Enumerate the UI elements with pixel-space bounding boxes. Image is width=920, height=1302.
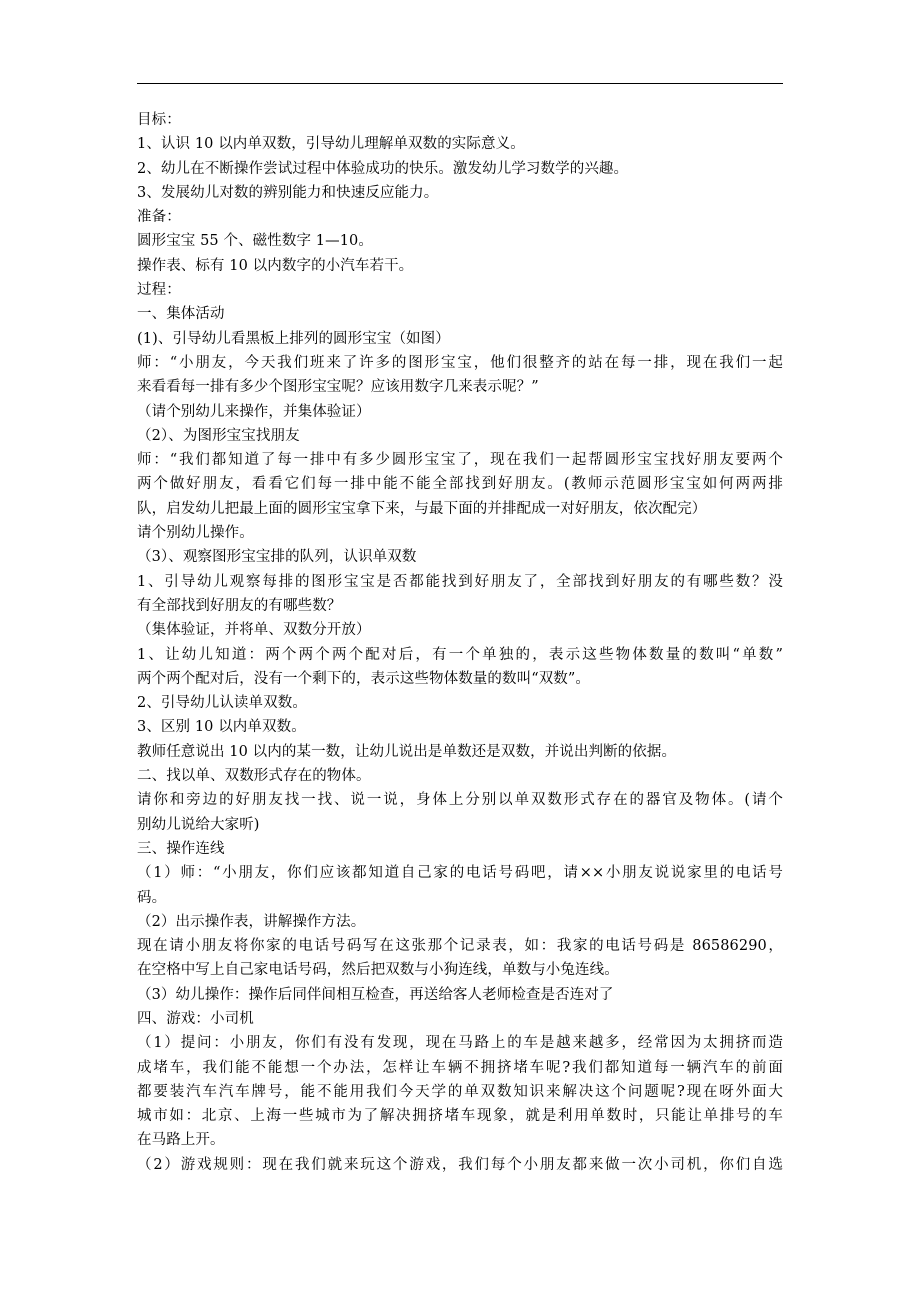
text-line: （1）师：“小朋友，你们应该都知道自己家的电话号码吧，请××小朋友说说家里的电话号 bbox=[137, 865, 783, 882]
text-line: 1、让幼儿知道：两个两个两个配对后，有一个单独的，表示这些物体数量的数叫“单数” bbox=[137, 646, 783, 663]
text-line: 队，启发幼儿把最上面的圆形宝宝拿下来，与最下面的并排配成一对好朋友，依次配完） bbox=[137, 500, 707, 517]
text-line: 2、引导幼儿认读单双数。 bbox=[137, 695, 307, 712]
text-line: 1、引导幼儿观察每排的图形宝宝是否都能找到好朋友了，全部找到好朋友的有哪些数？没 bbox=[137, 573, 783, 590]
text-line: 现在请小朋友将你家的电话号码写在这张那个记录表，如：我家的电话号码是 86586290， bbox=[137, 938, 783, 955]
text-line: 都要装汽车汽车牌号，能不能用我们今天学的单双数知识来解决这个问题呢?现在呀外面大 bbox=[137, 1083, 783, 1100]
text-line: 师：“我们都知道了每一排中有多少圆形宝宝了，现在我们一起帮圆形宝宝找好朋友要两个 bbox=[137, 452, 783, 469]
text-line: 成堵车，我们能不能想一个办法，怎样让车辆不拥挤堵车呢?我们都知道每一辆汽车的前面 bbox=[137, 1059, 783, 1076]
document-body bbox=[137, 108, 787, 1177]
text-line: 码。 bbox=[137, 889, 167, 906]
text-line: （1）提问：小朋友，你们有没有发现，现在马路上的车是越来越多，经常因为太拥挤而造 bbox=[137, 1035, 783, 1052]
text-line: 目标： bbox=[137, 112, 181, 128]
text-line: 圆形宝宝 55 个、磁性数字 1—10。 bbox=[137, 233, 373, 250]
text-line: 准备： bbox=[137, 209, 181, 226]
text-line: 两个两个配对后，没有一个剩下的，表示这些物体数量的数叫“双数”。 bbox=[137, 670, 591, 687]
text-line: 在空格中写上自己家电话号码，然后把双数与小狗连线，单数与小兔连线。 bbox=[137, 962, 619, 979]
text-line: 教师任意说出 10 以内的某一数，让幼儿说出是单数还是双数，并说出判断的依据。 bbox=[137, 743, 677, 760]
header-rule bbox=[137, 83, 783, 84]
text-line: 在马路上开。 bbox=[137, 1132, 225, 1149]
text-line: （2）游戏规则：现在我们就来玩这个游戏，我们每个小朋友都来做一次小司机，你们自选 bbox=[137, 1156, 783, 1173]
text-line: 过程： bbox=[137, 282, 181, 299]
text-line: （请个别幼儿来操作，并集体验证） bbox=[137, 403, 371, 420]
text-line: 1、认识 10 以内单双数，引导幼儿理解单双数的实际意义。 bbox=[137, 136, 525, 153]
text-line: 两个做好朋友，看看它们每一排中能不能全部找到好朋友。(教师示范圆形宝宝如何两两排 bbox=[137, 476, 783, 493]
text-line: 请你和旁边的好朋友找一找、说一说，身体上分别以单双数形式存在的器官及物体。(请个 bbox=[137, 792, 783, 809]
text-line: （2）出示操作表，讲解操作方法。 bbox=[137, 913, 366, 930]
text-line: (1)、引导幼儿看黑板上排列的圆形宝宝（如图） bbox=[137, 330, 450, 347]
text-line: 师：“小朋友，今天我们班来了许多的图形宝宝，他们很整齐的站在每一排，现在我们一起 bbox=[137, 354, 783, 371]
text-line: 有全部找到好朋友的有哪些数？ bbox=[137, 597, 342, 614]
text-line: 别幼儿说给大家听) bbox=[137, 816, 260, 833]
text-line: 3、发展幼儿对数的辨别能力和快速反应能力。 bbox=[137, 184, 439, 201]
text-line: 一、集体活动 bbox=[137, 306, 225, 323]
text-line: （2）、为图形宝宝找朋友 bbox=[137, 427, 300, 444]
text-line: 二、找以单、双数形式存在的物体。 bbox=[137, 768, 371, 785]
text-line: 请个别幼儿操作。 bbox=[137, 525, 254, 542]
text-line: 三、操作连线 bbox=[137, 840, 225, 857]
text-line: （3）、观察图形宝宝排的队列，认识单双数 bbox=[137, 549, 417, 566]
text-line: （集体验证，并将单、双数分开放） bbox=[137, 622, 371, 639]
text-line: 四、游戏：小司机 bbox=[137, 1010, 254, 1027]
text-line: 来看看每一排有多少个图形宝宝呢？应该用数字几来表示呢？” bbox=[137, 379, 539, 396]
text-line: 操作表、标有 10 以内数字的小汽车若干。 bbox=[137, 257, 414, 274]
text-line: 2、幼儿在不断操作尝试过程中体验成功的快乐。激发幼儿学习数学的兴趣。 bbox=[137, 160, 629, 177]
text-line: （3）幼儿操作：操作后同伴间相互检查，再送给客人老师检查是否连对了 bbox=[137, 986, 614, 1003]
text-line: 城市如：北京、上海一些城市为了解决拥挤堵车现象，就是利用单数时，只能让单排号的车 bbox=[137, 1108, 783, 1125]
text-line: 3、区别 10 以内单双数。 bbox=[137, 719, 306, 736]
